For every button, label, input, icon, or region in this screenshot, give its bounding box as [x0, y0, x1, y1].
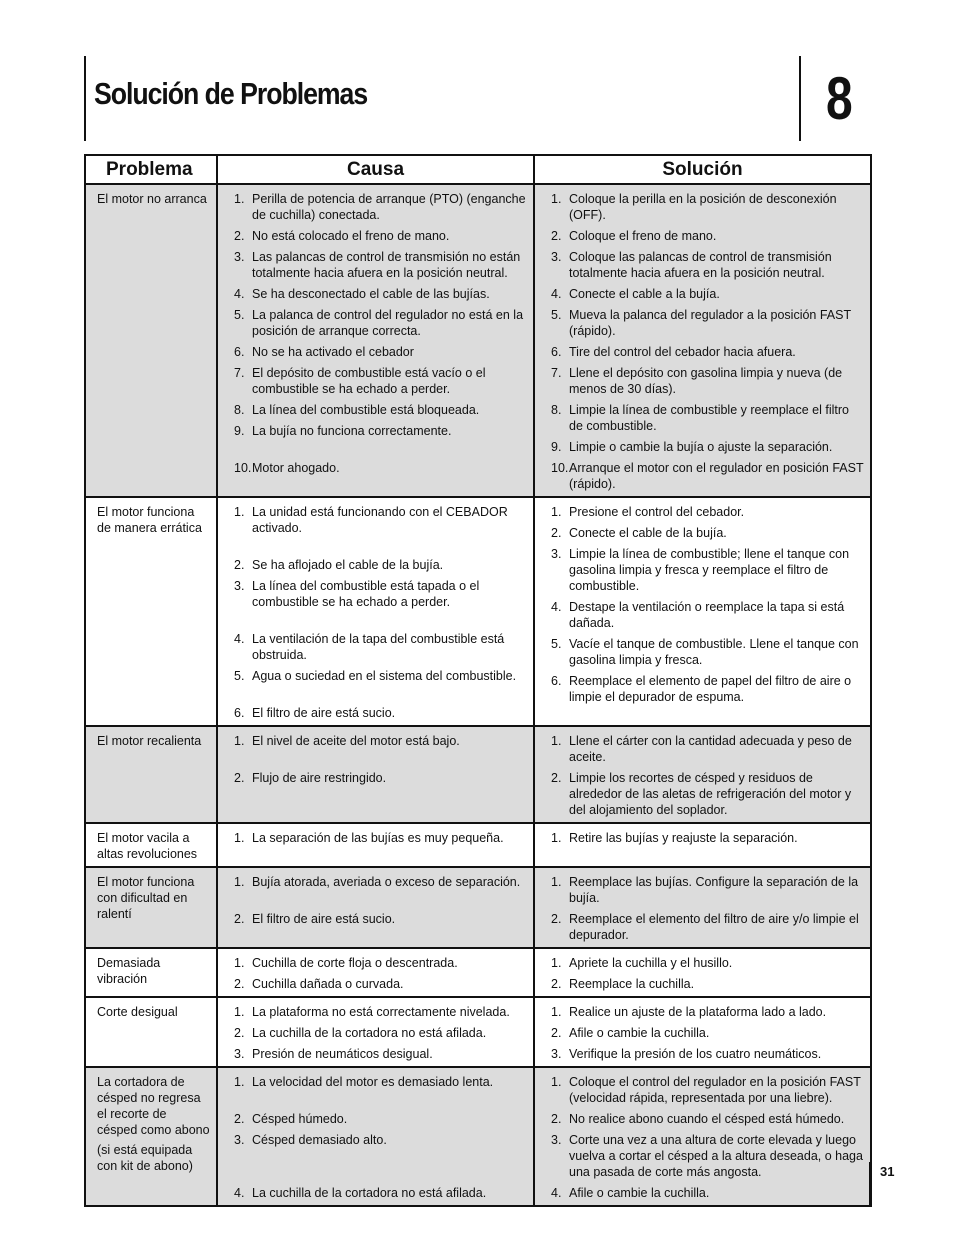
solution-cell — [534, 497, 871, 726]
item-text: Se ha aflojado el cable de la bujía. — [252, 558, 444, 572]
solution-cell — [534, 184, 871, 497]
cause-item — [234, 874, 527, 890]
cause-item — [234, 911, 527, 927]
cause-item — [234, 191, 527, 223]
item-text: Agua o suciedad en el sistema del combustible. — [252, 669, 517, 683]
cause-item — [234, 402, 527, 418]
solution-item — [551, 599, 864, 631]
cause-item — [234, 1185, 527, 1201]
item-text: Conecte el cable de la bujía. — [569, 526, 727, 540]
header-cause: Causa — [217, 155, 534, 184]
header-left-rule — [84, 56, 86, 141]
table-row — [85, 948, 871, 997]
cause-item — [234, 1074, 527, 1090]
solution-item — [551, 249, 864, 281]
item-text: Arranque el motor con el regulador en posición FAST (rápido). — [569, 461, 864, 491]
item-number: 2. — [234, 1026, 245, 1040]
item-text: Realice un ajuste de la plataforma lado a lado. — [569, 1005, 827, 1019]
item-text: Conecte el cable a la bujía. — [569, 287, 720, 301]
solution-item — [551, 402, 864, 434]
item-text: La línea del combustible está bloqueada. — [252, 403, 480, 417]
cause-item — [234, 830, 527, 846]
item-number: 1. — [234, 875, 245, 889]
item-number: 10. — [234, 461, 252, 475]
solution-cell — [534, 726, 871, 823]
table-row — [85, 726, 871, 823]
item-text: La unidad está funcionando con el CEBADOR activado. — [252, 505, 508, 535]
problem-text: El motor no arranca — [97, 192, 207, 206]
item-text: Corte una vez a una altura de corte elevada y luego vuelva a cortar el césped a la altura deseada, o haga una pasada de corte más angosta. — [569, 1133, 863, 1179]
item-text: Afile o cambie la cuchilla. — [569, 1186, 710, 1200]
solution-item — [551, 191, 864, 223]
cause-list — [218, 998, 533, 1066]
item-text: Limpie los recortes de césped y residuos de alrededor de las aletas de refrigeración del motor y del alojamiento del soplador. — [569, 771, 852, 817]
problem-text: El motor vacila a altas revoluciones — [97, 831, 198, 861]
solution-cell — [534, 867, 871, 948]
item-text: Reemplace las bujías. Configure la separación de la bujía. — [569, 875, 859, 905]
item-number: 5. — [234, 669, 245, 683]
solution-item — [551, 673, 864, 705]
solution-cell — [534, 948, 871, 997]
solution-item — [551, 546, 864, 594]
problem-text: Corte desigual — [97, 1005, 178, 1019]
item-text: Perilla de potencia de arranque (PTO) (enganche de cuchilla) conectada. — [252, 192, 526, 222]
item-text: Reemplace el elemento de papel del filtro de aire o limpie el depurador de espuma. — [569, 674, 852, 704]
solution-cell — [534, 997, 871, 1067]
cause-cell — [217, 948, 534, 997]
problem-cell — [85, 497, 217, 726]
item-number: 3. — [551, 1133, 562, 1147]
item-number: 1. — [551, 505, 562, 519]
solution-cell — [534, 823, 871, 867]
table-row — [85, 997, 871, 1067]
item-number: 2. — [551, 771, 562, 785]
problem-cell — [85, 1067, 217, 1206]
item-number: 6. — [234, 345, 245, 359]
item-text: Llene el depósito con gasolina limpia y nueva (de menos de 30 días). — [569, 366, 843, 396]
footer-rule — [869, 1162, 871, 1206]
solution-item — [551, 955, 864, 971]
solution-item — [551, 228, 864, 244]
item-number: 1. — [234, 192, 245, 206]
solution-item — [551, 874, 864, 906]
item-text: Coloque el control del regulador en la posición FAST (velocidad rápida, representada por una liebre). — [569, 1075, 861, 1105]
cause-list — [218, 727, 533, 790]
solution-item — [551, 344, 864, 360]
solution-list — [535, 498, 870, 709]
item-text: Coloque el freno de mano. — [569, 229, 717, 243]
cause-cell — [217, 497, 534, 726]
cause-item — [234, 668, 527, 684]
item-text: Retire las bujías y reajuste la separación. — [569, 831, 798, 845]
cause-list — [218, 824, 533, 850]
cause-item — [234, 344, 527, 360]
item-text: Llene el cárter con la cantidad adecuada y peso de aceite. — [569, 734, 852, 764]
solution-item — [551, 976, 864, 992]
solution-item — [551, 1004, 864, 1020]
item-text: Tire del control del cebador hacia afuera. — [569, 345, 796, 359]
item-number: 6. — [551, 674, 562, 688]
solution-item — [551, 830, 864, 846]
item-number: 6. — [234, 706, 245, 720]
item-text: La plataforma no está correctamente nivelada. — [252, 1005, 510, 1019]
item-number: 1. — [234, 505, 245, 519]
solution-item — [551, 1025, 864, 1041]
item-number: 2. — [551, 912, 562, 926]
item-text: Verifique la presión de los cuatro neumáticos. — [569, 1047, 822, 1061]
cause-item — [234, 705, 527, 721]
item-number: 3. — [234, 250, 245, 264]
table-header-row — [85, 155, 871, 184]
item-text: La palanca de control del regulador no está en la posición de arranque correcta. — [252, 308, 524, 338]
item-text: Cuchilla de corte floja o descentrada. — [252, 956, 458, 970]
item-number: 1. — [551, 956, 562, 970]
item-number: 2. — [551, 229, 562, 243]
item-number: 1. — [234, 734, 245, 748]
cause-item — [234, 228, 527, 244]
item-number: 3. — [234, 1047, 245, 1061]
item-number: 3. — [234, 1133, 245, 1147]
cause-item — [234, 365, 527, 397]
item-number: 7. — [551, 366, 562, 380]
cause-list — [218, 949, 533, 996]
item-text: Se ha desconectado el cable de las bujías. — [252, 287, 490, 301]
page-number: 31 — [880, 1164, 895, 1179]
cause-item — [234, 1025, 527, 1041]
problem-text: El motor funciona con dificultad en ralentí — [97, 875, 195, 921]
solution-item — [551, 307, 864, 339]
solution-list — [535, 185, 870, 496]
item-number: 1. — [234, 1075, 245, 1089]
solution-list — [535, 727, 870, 822]
cause-list — [218, 868, 533, 931]
cause-item — [234, 460, 527, 476]
header-right-rule — [799, 56, 801, 141]
item-text: Presione el control del cebador. — [569, 505, 745, 519]
cause-item — [234, 770, 527, 786]
cause-cell — [217, 867, 534, 948]
table-row — [85, 497, 871, 726]
item-number: 5. — [551, 308, 562, 322]
item-number: 9. — [551, 440, 562, 454]
solution-item — [551, 911, 864, 943]
item-number: 9. — [234, 424, 245, 438]
problem-cell — [85, 948, 217, 997]
item-number: 3. — [234, 579, 245, 593]
cause-item — [234, 504, 527, 536]
problem-text: El motor funciona de manera errática — [97, 505, 202, 535]
item-text: La bujía no funciona correctamente. — [252, 424, 452, 438]
item-text: Vacíe el tanque de combustible. Llene el tanque con gasolina limpia y fresca. — [569, 637, 859, 667]
item-text: Mueva la palanca del regulador a la posición FAST (rápido). — [569, 308, 851, 338]
item-text: Afile o cambie la cuchilla. — [569, 1026, 710, 1040]
cause-item — [234, 733, 527, 749]
problem-cell — [85, 823, 217, 867]
item-number: 2. — [234, 771, 245, 785]
item-number: 2. — [234, 912, 245, 926]
item-text: Las palancas de control de transmisión no están totalmente hacia afuera en la posición neutral. — [252, 250, 521, 280]
solution-list — [535, 1068, 870, 1205]
header-solution: Solución — [534, 155, 871, 184]
item-number: 1. — [551, 192, 562, 206]
solution-item — [551, 636, 864, 668]
item-text: Coloque la perilla en la posición de desconexión (OFF). — [569, 192, 837, 222]
cause-item — [234, 578, 527, 610]
item-number: 1. — [234, 831, 245, 845]
item-number: 2. — [234, 977, 245, 991]
item-text: Bujía atorada, averiada o exceso de separación. — [252, 875, 521, 889]
item-number: 8. — [551, 403, 562, 417]
item-text: El depósito de combustible está vacío o el combustible se ha echado a perder. — [252, 366, 486, 396]
problem-cell — [85, 184, 217, 497]
item-number: 2. — [551, 977, 562, 991]
item-text: La velocidad del motor es demasiado lenta. — [252, 1075, 494, 1089]
cause-list — [218, 498, 533, 725]
cause-cell — [217, 823, 534, 867]
problem-cell — [85, 726, 217, 823]
cause-item — [234, 1111, 527, 1127]
solution-item — [551, 504, 864, 520]
cause-list — [218, 185, 533, 480]
item-text: Apriete la cuchilla y el husillo. — [569, 956, 733, 970]
item-number: 5. — [234, 308, 245, 322]
solution-item — [551, 1185, 864, 1201]
item-text: El filtro de aire está sucio. — [252, 912, 396, 926]
item-number: 1. — [234, 956, 245, 970]
item-text: La separación de las bujías es muy pequeña. — [252, 831, 504, 845]
cause-cell — [217, 1067, 534, 1206]
chapter-number: 8 — [826, 65, 853, 132]
solution-item — [551, 733, 864, 765]
item-number: 1. — [551, 831, 562, 845]
problem-cell — [85, 997, 217, 1067]
item-number: 6. — [551, 345, 562, 359]
cause-item — [234, 955, 527, 971]
item-number: 4. — [551, 1186, 562, 1200]
cause-cell — [217, 184, 534, 497]
item-number: 2. — [551, 1112, 562, 1126]
item-text: Limpie la línea de combustible y reemplace el filtro de combustible. — [569, 403, 849, 433]
item-text: El filtro de aire está sucio. — [252, 706, 396, 720]
item-number: 1. — [551, 1005, 562, 1019]
table-row — [85, 823, 871, 867]
item-number: 4. — [551, 600, 562, 614]
solution-item — [551, 1046, 864, 1062]
solution-list — [535, 949, 870, 996]
item-text: Motor ahogado. — [252, 461, 340, 475]
item-number: 10. — [551, 461, 569, 475]
cause-item — [234, 1004, 527, 1020]
item-text: Césped demasiado alto. — [252, 1133, 387, 1147]
troubleshooting-table — [84, 154, 872, 1207]
item-number: 1. — [551, 875, 562, 889]
item-number: 2. — [551, 1026, 562, 1040]
item-text: Coloque las palancas de control de transmisión totalmente hacia afuera en la posición neutral. — [569, 250, 832, 280]
problem-note: (si está equipada con kit de abono) — [97, 1143, 193, 1173]
problem-text: Demasiada vibración — [97, 956, 161, 986]
item-number: 3. — [551, 547, 562, 561]
solution-item — [551, 770, 864, 818]
item-number: 2. — [234, 558, 245, 572]
item-number: 4. — [551, 287, 562, 301]
solution-item — [551, 1111, 864, 1127]
solution-item — [551, 439, 864, 455]
cause-item — [234, 1132, 527, 1148]
item-number: 3. — [551, 250, 562, 264]
item-number: 3. — [551, 1047, 562, 1061]
item-text: Limpie o cambie la bujía o ajuste la separación. — [569, 440, 833, 454]
cause-item — [234, 249, 527, 281]
solution-item — [551, 460, 864, 492]
solution-cell — [534, 1067, 871, 1206]
table-body — [85, 184, 871, 1206]
page-title: Solución de Problemas — [94, 76, 368, 111]
table-row — [85, 867, 871, 948]
item-text: Césped húmedo. — [252, 1112, 348, 1126]
cause-cell — [217, 997, 534, 1067]
item-number: 4. — [234, 1186, 245, 1200]
item-number: 1. — [551, 734, 562, 748]
cause-item — [234, 1046, 527, 1062]
solution-list — [535, 868, 870, 947]
item-number: 2. — [551, 526, 562, 540]
solution-item — [551, 525, 864, 541]
cause-list — [218, 1068, 533, 1205]
problem-text: El motor recalienta — [97, 734, 202, 748]
item-text: La cuchilla de la cortadora no está afilada. — [252, 1026, 487, 1040]
table-row — [85, 1067, 871, 1206]
header-problem: Problema — [85, 155, 217, 184]
solution-item — [551, 1132, 864, 1180]
item-number: 2. — [234, 1112, 245, 1126]
item-text: No realice abono cuando el césped está húmedo. — [569, 1112, 845, 1126]
item-text: Flujo de aire restringido. — [252, 771, 387, 785]
solution-list — [535, 998, 870, 1066]
item-number: 1. — [551, 1075, 562, 1089]
cause-item — [234, 631, 527, 663]
item-text: Reemplace la cuchilla. — [569, 977, 695, 991]
cause-item — [234, 286, 527, 302]
item-text: Limpie la línea de combustible; llene el tanque con gasolina limpia y fresca y reemplace el filtro de combustible. — [569, 547, 850, 593]
item-text: No está colocado el freno de mano. — [252, 229, 450, 243]
item-text: La línea del combustible está tapada o el combustible se ha echado a perder. — [252, 579, 480, 609]
solution-item — [551, 1074, 864, 1106]
item-text: Reemplace el elemento del filtro de aire y/o limpie el depurador. — [569, 912, 859, 942]
item-text: El nivel de aceite del motor está bajo. — [252, 734, 460, 748]
table-row — [85, 184, 871, 497]
problem-text: La cortadora de césped no regresa el recorte de césped como abono — [97, 1075, 210, 1137]
item-text: Presión de neumáticos desigual. — [252, 1047, 433, 1061]
item-number: 4. — [234, 632, 245, 646]
item-text: Destape la ventilación o reemplace la tapa si está dañada. — [569, 600, 845, 630]
item-number: 8. — [234, 403, 245, 417]
solution-item — [551, 286, 864, 302]
cause-item — [234, 976, 527, 992]
cause-item — [234, 423, 527, 439]
item-text: La cuchilla de la cortadora no está afilada. — [252, 1186, 487, 1200]
item-text: Cuchilla dañada o curvada. — [252, 977, 404, 991]
item-text: La ventilación de la tapa del combustible está obstruida. — [252, 632, 505, 662]
cause-cell — [217, 726, 534, 823]
cause-item — [234, 557, 527, 573]
solution-item — [551, 365, 864, 397]
item-number: 5. — [551, 637, 562, 651]
item-number: 2. — [234, 229, 245, 243]
item-number: 4. — [234, 287, 245, 301]
solution-list — [535, 824, 870, 850]
problem-cell — [85, 867, 217, 948]
cause-item — [234, 307, 527, 339]
item-number: 7. — [234, 366, 245, 380]
item-text: No se ha activado el cebador — [252, 345, 414, 359]
item-number: 1. — [234, 1005, 245, 1019]
